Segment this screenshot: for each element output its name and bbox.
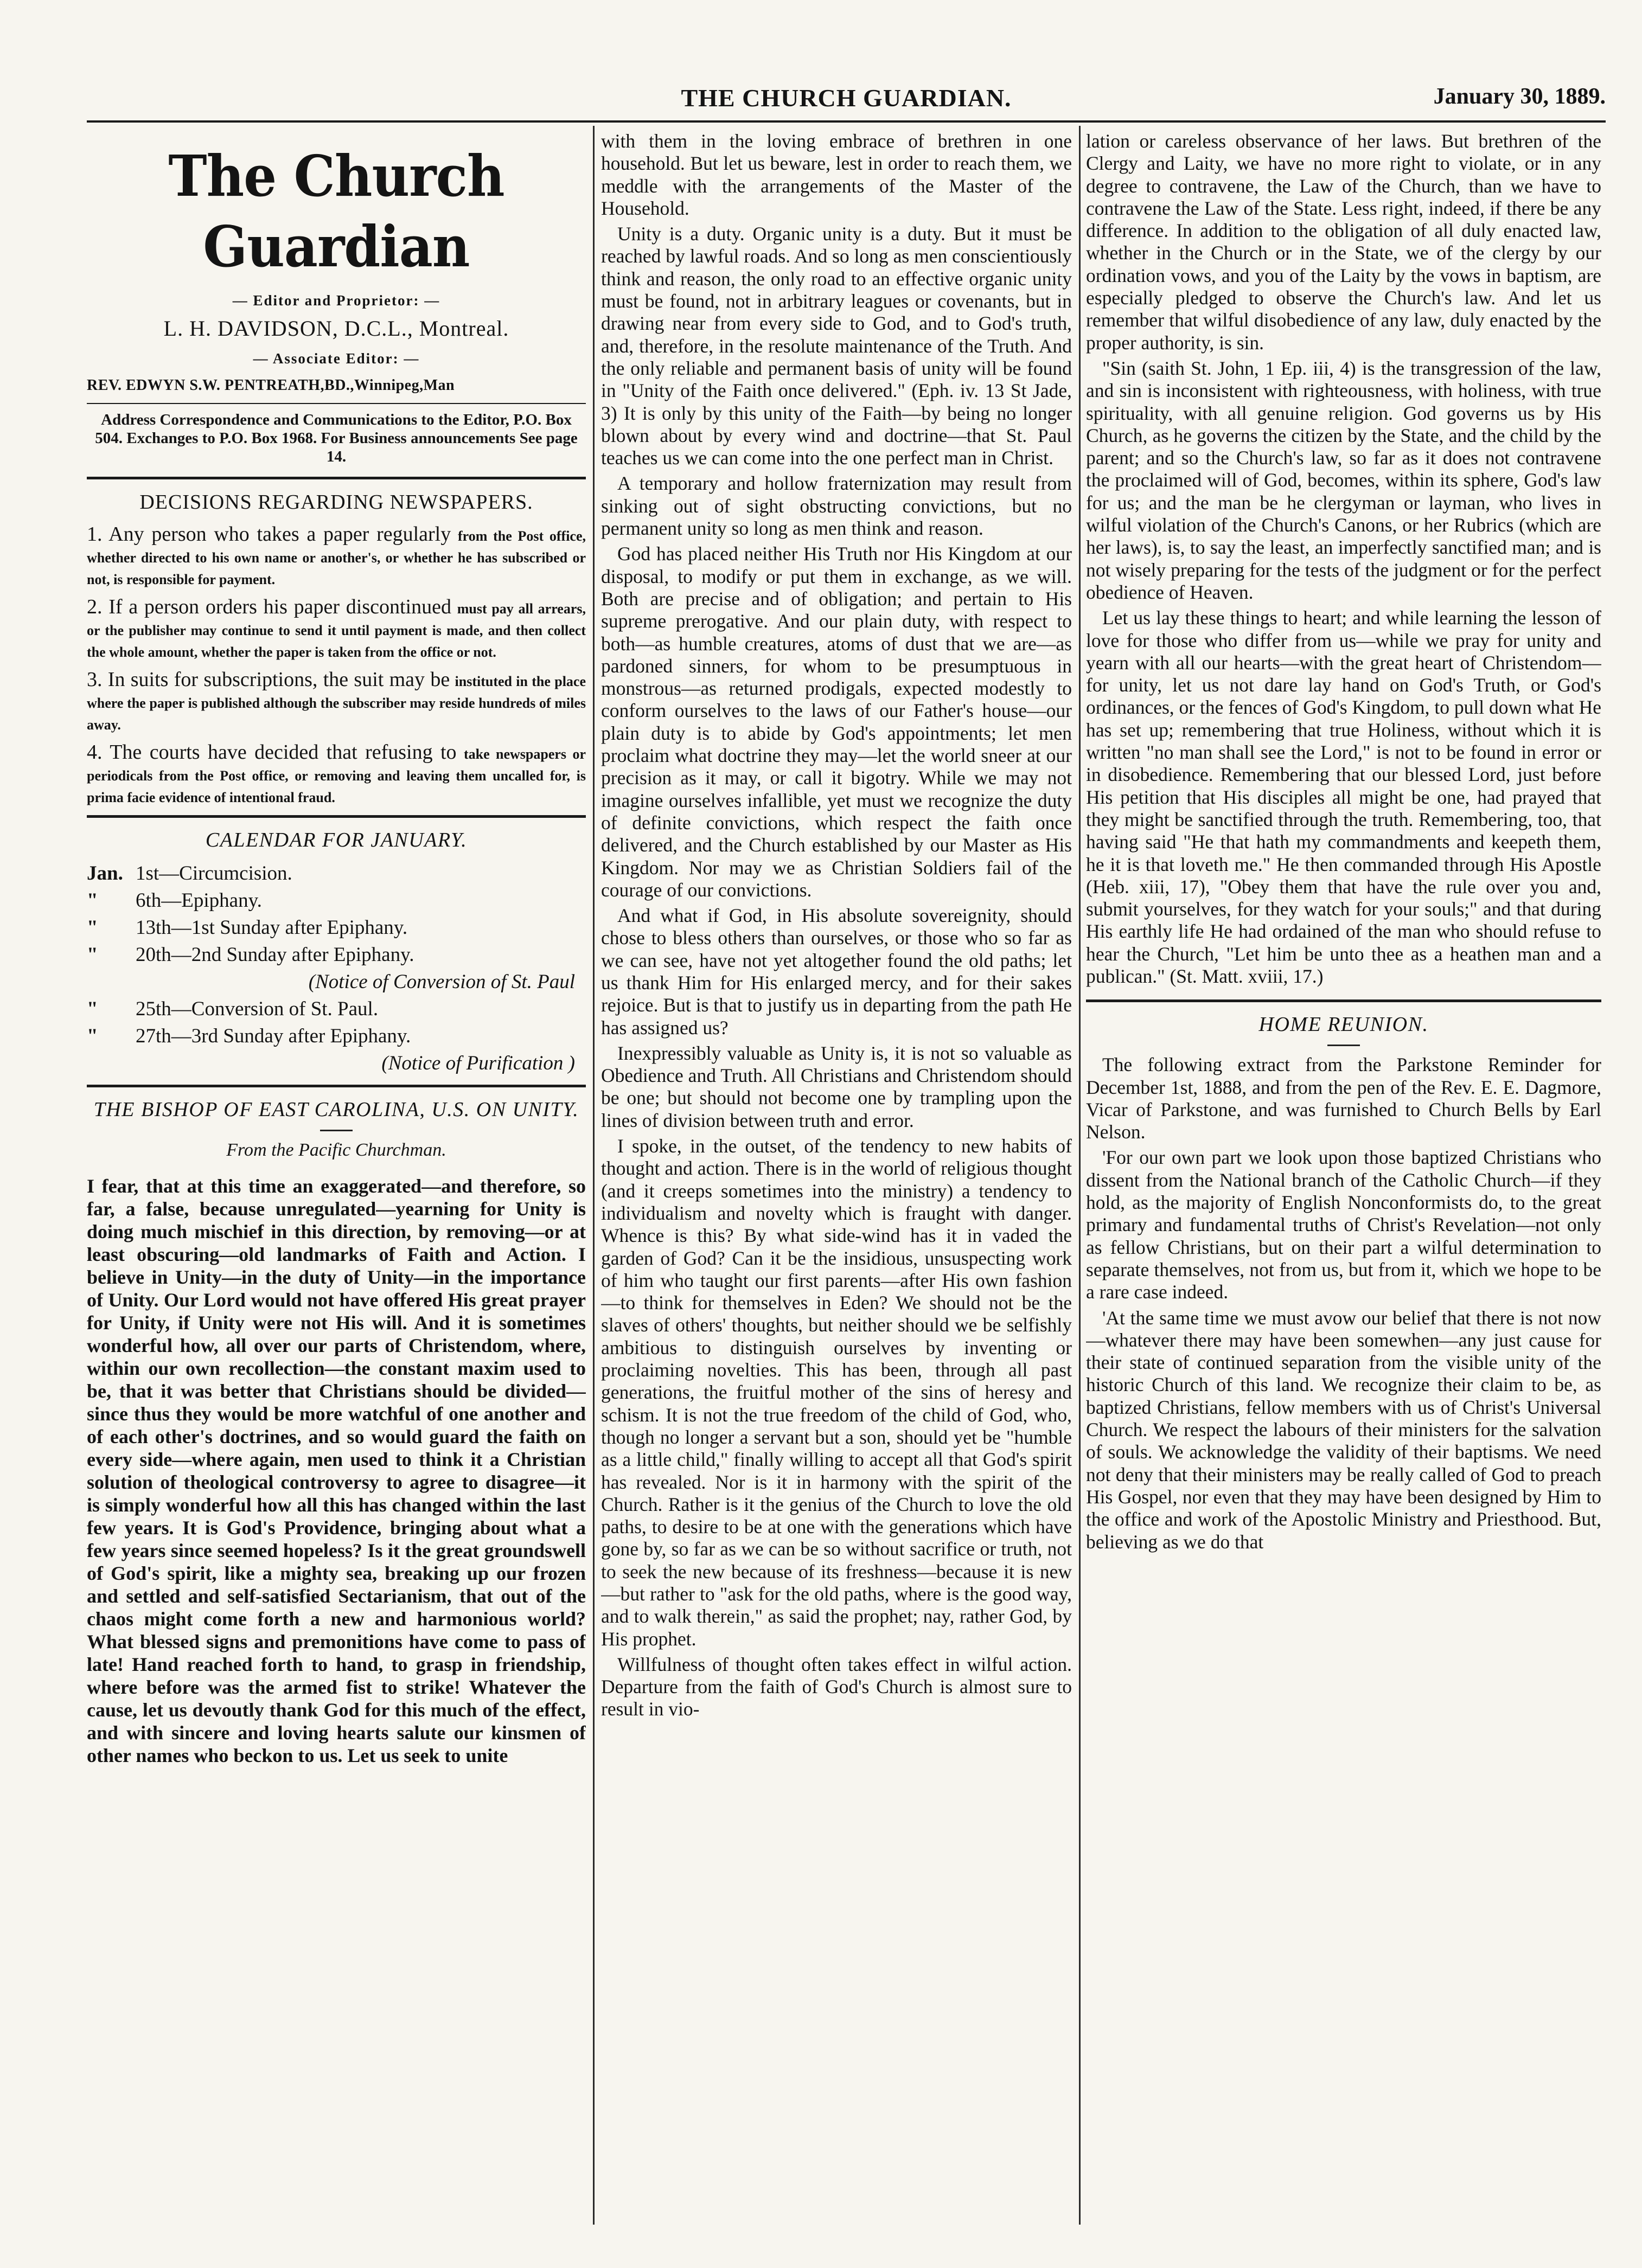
home-reunion-title: HOME REUNION.	[1258, 1013, 1429, 1036]
article-body	[87, 1175, 586, 1767]
reunion-paragraph: 'For our own part we look upon those baptized Christians who dissent from the National branch of the Catholic Church—if they hold, as the majority of English Nonconformists do, to the great primary and fundamental truths of Christ's Revelation—not only as fellow Christians, but on their part a wilful determination to separate themselves, not from us, but from it, which we hope to be a rare case indeed.	[1086, 1146, 1601, 1303]
calendar-list	[87, 860, 586, 1077]
article-paragraph: I fear, that at this time an exaggerated—and therefore, so far, a false, because unregulated—yearning for Unity is doing much mischief in this direction, by removing—or at least obscuring—old landmarks of Faith and Action. I believe in Unity—in the duty of Unity—in the importance of Unity. Our Lord would not have offered His great prayer for Unity, if Unity were not His will. And it is sometimes wonderful how, all over our parts of Christendom, where, within our own recollection—the constant maxim used to be, that it was better that Christians should be divided—since thus they would be more watchful of one another and of each other's doctrines, and so would guard the faith on every side—where again, men used to think it a Christian solution of theological controversy to agree to disagree—it is simply wonderful how all this has changed within the last few years. It is God's Providence, bringing about what a few years since seemed hopeless? Is it the great groundswell of God's spirit, like a mighty sea, breaking up our frozen and settled and self-satisfied Sectarianism, that out of the chaos might come forth a new and harmonious world? What blessed signs and premonitions have come to pass of late! Hand reached forth to hand, to grasp in friendship, where before was the armed fist to strike! Whatever the cause, let us devoutly thank God for this much of the effect, and with sincere and loving hearts salute our kinsmen of other names who beckon to us. Let us seek to unite	[87, 1175, 586, 1766]
divider	[320, 1130, 353, 1131]
column-2	[601, 130, 1072, 1724]
calendar-note: (Notice of Purification )	[381, 1052, 575, 1075]
decisions-list	[87, 523, 586, 808]
article-paragraph: Willfulness of thought often takes effect in wilful action. Departure from the faith of God's Church is almost sure to result in vio-	[601, 1653, 1072, 1720]
calendar-row: " 20th—2nd Sunday after Epiphany.	[87, 944, 414, 966]
masthead-title: The Church Guardian	[168, 143, 504, 280]
calendar-row: " 6th—Epiphany.	[87, 889, 262, 912]
issue-date: January 30, 1889.	[1433, 84, 1606, 109]
divider	[87, 1085, 586, 1087]
column-rule-2	[1079, 126, 1081, 2225]
column-3	[1086, 130, 1601, 1556]
article-paragraph: Let us lay these things to heart; and while learning the lesson of love for those who differ from us—while we pray for unity and yearn with all our hearts—with the great heart of Christendom—for unity, let us not dare lay hand on God's Truth, or God's ordinances, or the fences of God's Kingdom, to pull down what He has set up; remembering that true Holiness, without which it is written "no man shall see the Lord," is not to be found in error or in disobedience. Remembering that our blessed Lord, just before His petition that His disciples all might be one, had prayed that they might be sanctified through the truth. Remembering, too, that having said "He that hath my commandments and keepeth them, he it is that loveth me." He then commanded through His Apostle (Heb. xiii, 17), "Obey them that have the rule over you and, submit yourselves, for they watch for your souls;" and that during His earthly life He had ordained of the man who should refuse to hear the Church, "Let him be unto thee as a heathen man and a publican." (St. Matt. xviii, 17.)	[1086, 607, 1601, 987]
divider	[1327, 1045, 1360, 1046]
article-paragraph: Unity is a duty. Organic unity is a duty. But it must be reached by lawful roads. And so long as men conscientiously think and reason, the only road to an effective organic unity must be found, not in arbitrary leagues or covenants, but in drawing near from every side to God, and to God's truth, and, therefore, in the resolute maintenance of the Truth. And the only reliable and permanent basis of unity will be found in "Unity of the Faith once delivered." (Eph. iv. 13 St Jade, 3) It is only by this unity of the Faith—by being no longer blown about by every wind and doctrine—that St. Paul teaches us we can come into the one perfect man in Christ.	[601, 223, 1072, 469]
calendar-row: " 13th—1st Sunday after Epiphany.	[87, 917, 408, 939]
calendar-row: " 25th—Conversion of St. Paul.	[87, 998, 379, 1021]
running-head-title: THE CHURCH GUARDIAN.	[681, 84, 1012, 112]
column-rule-1	[593, 126, 595, 2225]
article-paragraph: And what if God, in His absolute sovereignity, should chose to bless others than ourselves, or those who so far as we can see, have not yet altogether found the old paths; let us thank Him for His enlarged mercy, and for their sakes rejoice. But is that to justify us in departing from the path He has assigned us?	[601, 905, 1072, 1039]
article-source: From the Pacific Churchman.	[226, 1140, 446, 1161]
column-1	[87, 130, 586, 1767]
article-paragraph: I spoke, in the outset, of the tendency to new habits of thought and action. There is in the world of religious thought (and it creeps sometimes into the ministry) a tendency to individualism and novelty which is fraught with danger. Whence is this? By what side-wind has it in vaded the garden of God? Can it be the insidious, unsuspecting work of him who taught our first parents—after His own fashion—to think for themselves in Eden? We should not be the slaves of others' thoughts, but neither should we be selfishly ambitious to distinguish ourselves by inventing or proclaiming novelties. This has been, through all past generations, the fruitful mother of the sins of heresy and schism. It is not the true freedom of the child of God, who, though no longer a servant but a son, should yet be "humble as a little child," finally willing to accept all that God's spirit has revealed. Nor is it in harmony with the spirit of the Church. Rather is it the genius of the Church to love the old paths, to desire to be at one with the generations which have gone by, so far as we can be so without sacrifice or truth, not to seek the new because of its freshness—because it is new—but rather to "ask for the old paths, where is the good way, and to walk therein," as said the prophet; nay, rather God, by His prophet.	[601, 1135, 1072, 1650]
calendar-row: " 27th—3rd Sunday after Epiphany.	[87, 1025, 411, 1048]
divider	[87, 403, 586, 404]
decision-item: 3. In suits for subscriptions, the suit may be instituted in the place where the paper is published although the subscriber may reside hundreds of miles away.	[87, 668, 586, 733]
reunion-paragraph: The following extract from the Parkstone Reminder for December 1st, 1888, and from the pen of the Rev. E. E. Dagmore, Vicar of Parkstone, and was furnished to Church Bells by Earl Nelson.	[1086, 1054, 1601, 1143]
decision-item: 1. Any person who takes a paper regularly from the Post office, whether directed to his own name or another's, or whether he has subscribed or not, is responsible for payment.	[87, 523, 586, 588]
article-paragraph: lation or careless observance of her laws. But brethren of the Clergy and Laity, we have no more right to violate, or in any degree to contravene, the Law of the Church, than we have to contravene the Law of the State. Less right, indeed, if there be any difference. In addition to the obligation of all duly enacted law, whether in the Church or in the State, we of the clergy by our ordination vows, and you of the Laity by the vows in baptism, are especially pledged to observe the Church's law. And let us remember that wilful disobedience of any law, duly enacted by the proper authority, is sin.	[1086, 130, 1601, 354]
calendar-title: CALENDAR FOR JANUARY.	[205, 829, 468, 852]
divider	[1086, 1000, 1601, 1002]
article-paragraph: God has placed neither His Truth nor His Kingdom at our disposal, to modify or put them in exchange, as we will. Both are precise and of obligation; and pertain to His supreme prerogative. And our plain duty, with respect to both—as humble creatures, atoms of dust that we are—as pardoned sinners, for whom to be presumptuous in monstrous—as returned prodigals, expected modestly to conform ourselves to the laws of our Father's house—our plain duty is to abide by God's appointments; let men proclaim what doctrine they may—let the world sneer at our precision as it may, or call it bigotry. While we may not imagine ourselves infallible, yet must we recognize the duty of definite convictions, which respect the faith once delivered, and the Church established by our Master as His Kingdom. Nor may we as Christian Soldiers fail of the courage of our convictions.	[601, 543, 1072, 901]
reunion-paragraph: 'At the same time we must avow our belief that there is not now—whatever there may have been somewhen—any just cause for their state of continued separation from the visible unity of the historic Church of this land. We recognize their claim to be, as baptized Christians, fellow members with us of Christ's Universal Church. We respect the labours of their ministers for the salvation of souls. We acknowledge the validity of their baptisms. We need not deny that their ministers may be really called of God to preach His Gospel, nor even that they may have been designed by Him to the office and work of the Apostolic Ministry and Priesthood. But, believing as we do that	[1086, 1306, 1601, 1553]
associate-editor: REV. EDWYN S.W. PENTREATH,BD.,Winnipeg,Man	[87, 376, 455, 394]
article-paragraph: A temporary and hollow fraternization may result from sinking out of sight obstructing convictions, but no permanent unity so long as men think and reason.	[601, 472, 1072, 540]
article-paragraph: Inexpressibly valuable as Unity is, it is not so valuable as Obedience and Truth. All Christians and Christendom should be one; but should not become one by trampling upon the lines of division between truth and error.	[601, 1042, 1072, 1131]
editor-name: L. H. DAVIDSON, D.C.L., Montreal.	[163, 316, 509, 341]
decision-item: 2. If a person orders his paper discontinued must pay all arrears, or the publisher may continue to send it until payment is made, and then collect the whole amount, whether the paper is taken from the office or not.	[87, 595, 586, 661]
head-rule	[87, 120, 1606, 123]
editor-label: — Editor and Proprietor: —	[232, 292, 440, 309]
divider	[87, 815, 586, 818]
divider	[87, 477, 586, 479]
decision-item: 4. The courts have decided that refusing to take newspapers or periodicals from the Post office, or removing and leaving them uncalled for, is prima facie evidence of intentional fraud.	[87, 741, 586, 806]
bishop-article-title: THE BISHOP OF EAST CAROLINA, U.S. ON UNITY.	[93, 1098, 579, 1122]
article-paragraph: "Sin (saith St. John, 1 Ep. iii, 4) is the transgression of the law, and sin is inconsistent with righteousness, with holiness, with true spirituality, with all genuine religion. God governs us by His Church, as he governs the citizen by the State, and the child by the parent; and so the Church's law, so far as it does not contravene the proclaimed will of God, becomes, within its sphere, God's law for us; and the man be he clergyman or layman, who lives in wilful violation of the Church's Canons, or her Rubrics (which are her laws), is, to say the least, an imperfectly sanctified man; and is not wisely preparing for the tests of the judgment or for the perfect obedience of Heaven.	[1086, 357, 1601, 603]
running-head	[87, 81, 1606, 119]
calendar-row: Jan. 1st—Circumcision.	[87, 862, 292, 885]
address-notice: Address Correspondence and Communications to the Editor, P.O. Box 504. Exchanges to P.O. Box 1968. For Business announcements See page 14.	[95, 411, 578, 466]
associate-label: — Associate Editor: —	[253, 350, 420, 367]
calendar-note: (Notice of Conversion of St. Paul	[308, 971, 575, 994]
article-paragraph: with them in the loving embrace of brethren in one household. But let us beware, lest in order to reach them, we meddle with the arrangements of the Master of the Household.	[601, 130, 1072, 219]
decisions-title: DECISIONS REGARDING NEWSPAPERS.	[139, 491, 533, 514]
